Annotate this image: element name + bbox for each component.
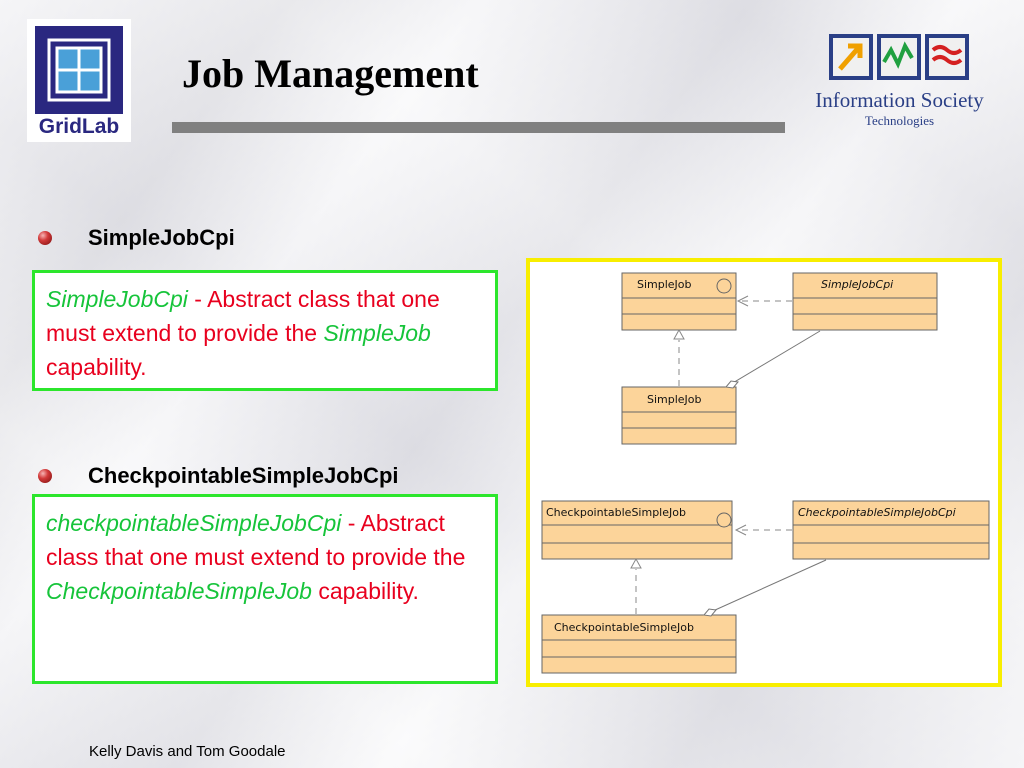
gridlab-wordmark: GridLab xyxy=(38,115,120,138)
interface-lollipop-icon xyxy=(717,279,731,293)
uml-diagram xyxy=(526,258,1002,687)
description-box-checkpointablesimplejobcpi xyxy=(32,494,498,684)
uml-class-name: SimpleJobCpi xyxy=(821,278,894,291)
realization-arrow-icon xyxy=(674,330,684,339)
description-em-1: SimpleJobCpi xyxy=(46,286,188,312)
ist-logo-line1: Information Society xyxy=(815,88,984,112)
interface-lollipop-icon xyxy=(717,513,731,527)
description-text-1: - Abstract class that one must extend to provide the xyxy=(46,510,466,570)
uml-class-name: SimpleJob xyxy=(637,278,692,291)
ist-logo-line2: Technologies xyxy=(864,113,935,128)
section-heading-checkpointablesimplejobcpi: CheckpointableSimpleJobCpi xyxy=(88,463,399,488)
description-text-1: - Abstract class that one must extend to provide the xyxy=(46,286,440,346)
uml-group-simplejob xyxy=(622,273,937,444)
page-title: Job Management xyxy=(182,51,479,96)
uml-class-name: SimpleJob xyxy=(647,393,702,406)
realization-arrow-icon xyxy=(631,559,641,568)
uml-class-name: CheckpointableSimpleJob xyxy=(546,506,686,519)
description-em-1: checkpointableSimpleJobCpi xyxy=(46,510,342,536)
ist-logo-icons xyxy=(802,28,997,86)
uml-group-checkpointable xyxy=(542,501,989,673)
description-em-2: CheckpointableSimpleJob xyxy=(46,578,312,604)
gridlab-logo xyxy=(27,19,131,142)
uml-class-name: CheckpointableSimpleJobCpi xyxy=(798,506,956,519)
title-divider xyxy=(172,122,785,133)
bullet-icon xyxy=(38,231,52,245)
footer-author: Kelly Davis and Tom Goodale xyxy=(89,743,286,760)
ist-logo xyxy=(802,28,997,132)
description-em-2: SimpleJob xyxy=(323,320,431,346)
bullet-icon xyxy=(38,469,52,483)
description-box-simplejobcpi xyxy=(32,270,498,391)
section-heading-simplejobcpi: SimpleJobCpi xyxy=(88,225,235,250)
uml-diagram-svg xyxy=(530,262,998,683)
description-text-2: capability. xyxy=(311,578,419,604)
description-text-2: capability. xyxy=(46,354,147,380)
uml-class-name: CheckpointableSimpleJob xyxy=(554,621,694,634)
gridlab-logo-mark xyxy=(35,26,123,114)
